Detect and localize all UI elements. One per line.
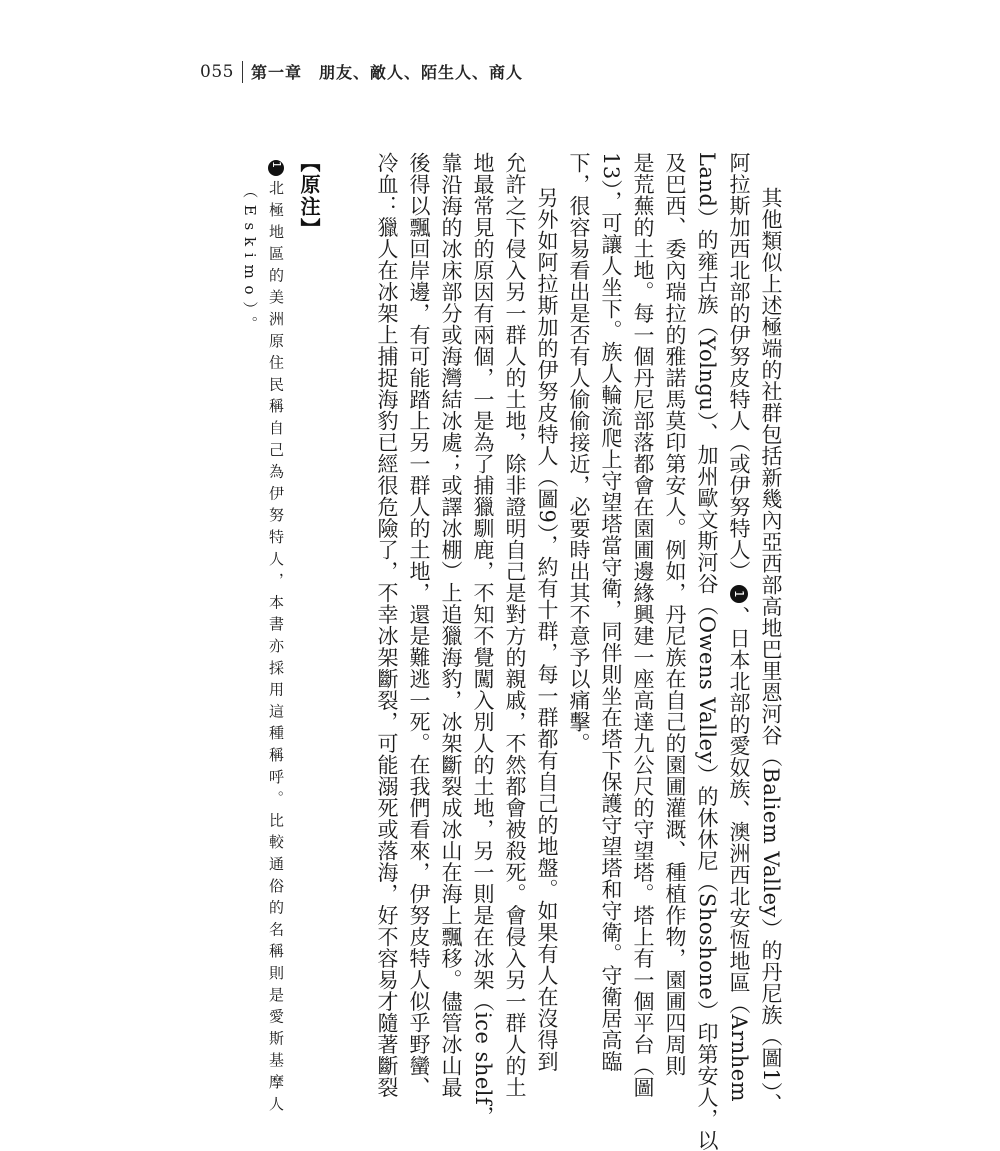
text-column: 冷血：獵人在冰架上捕捉海豹已經很危險了，不幸冰架斷裂，可能溺死或落海，好不容易才隨著斷裂 (375, 152, 399, 1098)
text-column: Land）的雍古族（Yolngu）、加州歐文斯河谷（Owens Valley）的休休尼（Shoshone）印第安人，以 (695, 152, 719, 1151)
note-marker-1: 1 (730, 585, 748, 603)
running-header (200, 60, 523, 83)
text-column: 下，很容易看出是否有人偷偷接近，必要時出其不意予以痛擊。 (567, 152, 591, 754)
text-column: 允許之下侵入另一群人的土地，除非證明自己是對方的親戚，不然都會被殺死。會侵入另一群人的土 (503, 152, 527, 1098)
header-divider (242, 61, 243, 83)
text-column (728, 152, 749, 1102)
text-column: 靠沿海的冰床部分或海灣結冰處；或譯冰棚）上追獵海豹，冰架斷裂成冰山在海上飄移。儘管冰山最 (439, 152, 463, 1098)
footnote-text: 北極地區的美洲原住民稱自己為伊努特人，本書亦採用這種稱呼。比較通俗的名稱則是愛斯基摩人 (267, 180, 285, 1118)
text-column: 地最常見的原因有兩個，一是為了捕獵馴鹿，不知不覺闖入別人的土地，另一則是在冰架（ice shelf， (471, 152, 495, 1127)
text-column: 其他類似上述極端的社群包括新幾內亞西部高地巴里恩河谷（Baliem Valley）的丹尼族（圖1）、 (759, 187, 783, 1115)
text-column: 另外如阿拉斯加的伊努皮特人（圖9），約有十群，每一群都有自己的地盤。如果有人在沒得到 (535, 187, 559, 1072)
text-column: 13），可讓人坐下。族人輪流爬上守望塔當守衛，同伴則坐在塔下保護守望塔和守衛。守衛居高臨 (599, 152, 623, 1073)
chapter-title: 第一章 朋友、敵人、陌生人、商人 (250, 63, 523, 82)
text-column: 後得以飄回岸邊，有可能踏上另一群人的土地，還是難逃一死。在我們看來，伊努皮特人似乎野蠻、 (407, 152, 431, 1098)
text-column: 是荒蕪的土地。每一個丹尼部落都會在園圃邊緣興建一座高達九公尺的守望塔。塔上有一個平台（圖 (631, 152, 655, 1098)
footnote-line: （Eskimo）。 (241, 183, 259, 338)
text-column: 及巴西、委內瑞拉的雅諾馬莫印第安人。例如，丹尼族在自己的園圃灌溉、種植作物，園圃四周則 (663, 152, 687, 1077)
page-number: 055 (200, 61, 234, 82)
text-segment: 阿拉斯加西北部的伊努皮特人（或伊努特人） (727, 152, 751, 582)
footnote-line (268, 160, 284, 1117)
footnote-marker-1: 1 (270, 161, 283, 175)
notes-heading: 【原注】 (297, 152, 321, 240)
text-segment: 、日本北部的愛奴族、澳洲西北安恆地區（Arnhem (727, 606, 751, 1103)
